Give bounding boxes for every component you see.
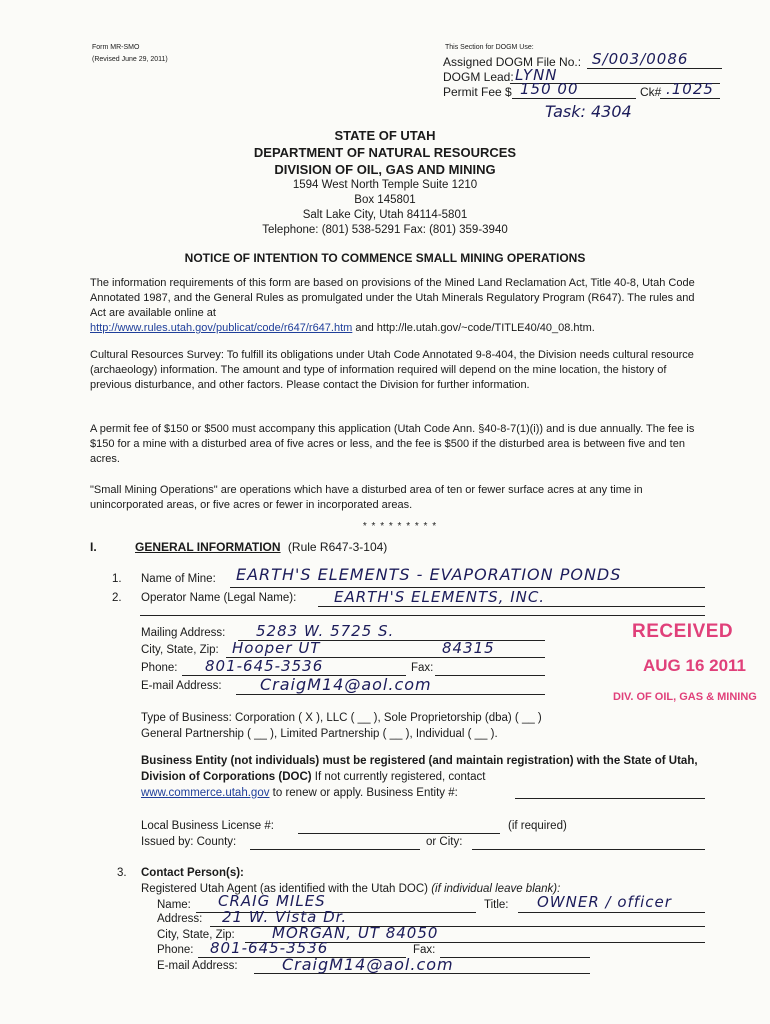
agency-state: STATE OF UTAH bbox=[334, 128, 436, 143]
contact-phone-value: 801-645-3536 bbox=[210, 939, 329, 957]
agency-address-3: Salt Lake City, Utah 84114-5801 bbox=[302, 209, 468, 221]
commerce-link[interactable]: www.commerce.utah.gov bbox=[141, 787, 270, 799]
phone-label: Phone: bbox=[141, 662, 178, 674]
fee-value: 150 00 bbox=[520, 80, 579, 98]
agency-address-2: Box 145801 bbox=[354, 194, 416, 206]
contact-phone-label: Phone: bbox=[157, 944, 194, 956]
ck-label: Ck# bbox=[640, 85, 662, 99]
agency-division: DIVISION OF OIL, GAS AND MINING bbox=[274, 162, 496, 177]
division-stamp: DIV. OF OIL, GAS & MINING bbox=[613, 691, 757, 703]
contact-address-label: Address: bbox=[157, 913, 203, 925]
section-number: I. bbox=[90, 540, 97, 554]
or-city-label: or City: bbox=[426, 836, 463, 848]
operator-name-value: EARTH'S ELEMENTS, INC. bbox=[334, 588, 546, 606]
lead-value: LYNN bbox=[515, 66, 558, 84]
fee-paragraph: A permit fee of $150 or $500 must accompany this application (Utah Code Ann. §40-8-7(1)(i)) and is due annually. The fee is $150 for a mine with a disturbed area of five acres or less, and the fee is $500 if the disturbed area is between five and ten acres. bbox=[90, 423, 695, 465]
contact-name-value: CRAIG MILES bbox=[218, 892, 326, 910]
mailing-value: 5283 W. 5725 S. bbox=[256, 622, 395, 640]
intro-paragraph: The information requirements of this form are based on provisions of the Mined Land Reclamation Act, Title 40-8, Utah Code Annotated 1987, and the General Rules as promulgated under the Utah Minerals Regulatory Program (R647). The rules and Act are available online at http://www.rules.utah.gov/publicat/code/r647/r647.htm and http://le.utah.gov/~code/TITLE40/40_08.htm. bbox=[90, 277, 695, 334]
contact-title-value: OWNER / officer bbox=[537, 893, 672, 911]
lead-label: DOGM Lead: bbox=[443, 70, 514, 84]
zip-value: 84315 bbox=[442, 639, 495, 657]
agency-department: DEPARTMENT OF NATURAL RESOURCES bbox=[253, 145, 517, 160]
item3-number: 3. bbox=[117, 867, 127, 879]
email-value: CraigM14@aol.com bbox=[260, 675, 432, 694]
contact-title-label: Title: bbox=[484, 899, 509, 911]
dogm-use-label: This Section for DOGM Use: bbox=[445, 44, 534, 51]
issued-county-label: Issued by: County: bbox=[141, 836, 237, 848]
city-value: Hooper UT bbox=[232, 639, 321, 657]
mine-name-value: EARTH'S ELEMENTS - EVAPORATION PONDS bbox=[236, 565, 622, 584]
mine-name-label: Name of Mine: bbox=[141, 573, 216, 585]
contact-heading: Contact Person(s): bbox=[141, 867, 244, 879]
contact-city-value: MORGAN, UT 84050 bbox=[272, 924, 439, 942]
fax-label: Fax: bbox=[411, 662, 434, 674]
agency-address-1: 1594 West North Temple Suite 1210 bbox=[292, 179, 478, 191]
form-number: Form MR-SMO bbox=[92, 44, 140, 51]
license-label: Local Business License #: bbox=[141, 820, 274, 832]
registered-agent-line: Registered Utah Agent (as identified with the Utah DOC) (if individual leave blank): bbox=[141, 883, 561, 895]
cultural-paragraph: Cultural Resources Survey: To fulfill its obligations under Utah Code Annotated 9-8-404, the Division needs cultural resource (archaeology) information. The amount and type of information required will depend on the mine location, the history of previous disturbance, and other factors. Please contact the Division for further information. bbox=[90, 349, 694, 391]
section-heading: GENERAL INFORMATION bbox=[135, 540, 281, 554]
city-label: City, State, Zip: bbox=[141, 644, 219, 656]
received-date-stamp: AUG 16 2011 bbox=[643, 656, 747, 675]
item2-number: 2. bbox=[112, 592, 122, 604]
operator-name-label: Operator Name (Legal Name): bbox=[141, 592, 297, 604]
form-title: NOTICE OF INTENTION TO COMMENCE SMALL MINING OPERATIONS bbox=[184, 251, 586, 265]
mailing-label: Mailing Address: bbox=[141, 627, 226, 639]
contact-fax-label: Fax: bbox=[413, 944, 436, 956]
section-rule: (Rule R647-3-104) bbox=[287, 540, 388, 554]
file-no-value: S/003/0086 bbox=[592, 50, 689, 68]
business-type-line-2: General Partnership ( __ ), Limited Partnership ( __ ), Individual ( __ ). bbox=[141, 728, 498, 740]
separator-stars: * * * * * * * * * bbox=[362, 521, 438, 532]
revised-date: (Revised June 29, 2011) bbox=[92, 56, 168, 63]
received-stamp: RECEIVED bbox=[632, 621, 734, 642]
task-note: Task: 4304 bbox=[545, 102, 632, 121]
email-label: E-mail Address: bbox=[141, 680, 222, 692]
fee-label: Permit Fee $ bbox=[443, 85, 512, 99]
item1-number: 1. bbox=[112, 573, 122, 585]
contact-email-value: CraigM14@aol.com bbox=[282, 955, 454, 974]
rules-link[interactable]: http://www.rules.utah.gov/publicat/code/r647/r647.htm bbox=[90, 322, 353, 334]
contact-city-label: City, State, Zip: bbox=[157, 929, 235, 941]
business-entity-paragraph: Business Entity (not individuals) must be registered (and maintain registration) with the State of Utah, Division of Corporations (DOC) If not currently registered, contact www.commerce.utah.gov to renew or apply. Business Entity #: bbox=[141, 755, 698, 799]
contact-address-value: 21 W. Vista Dr. bbox=[222, 908, 348, 926]
contact-name-label: Name: bbox=[157, 899, 191, 911]
license-required-note: (if required) bbox=[508, 820, 567, 832]
business-type-line-1: Type of Business: Corporation ( X ), LLC ( __ ), Sole Proprietorship (dba) ( __ ) bbox=[141, 712, 542, 724]
phone-value: 801-645-3536 bbox=[205, 657, 324, 675]
contact-email-label: E-mail Address: bbox=[157, 960, 238, 972]
ck-value: .1025 bbox=[666, 80, 714, 98]
small-mining-paragraph: "Small Mining Operations" are operations which have a disturbed area of ten or fewer surface acres at any time in unincorporated areas, or five acres or fewer in incorporated areas. bbox=[90, 484, 643, 511]
agency-phone: Telephone: (801) 538-5291 Fax: (801) 359-3940 bbox=[262, 224, 508, 236]
file-no-label: Assigned DOGM File No.: bbox=[443, 55, 582, 69]
